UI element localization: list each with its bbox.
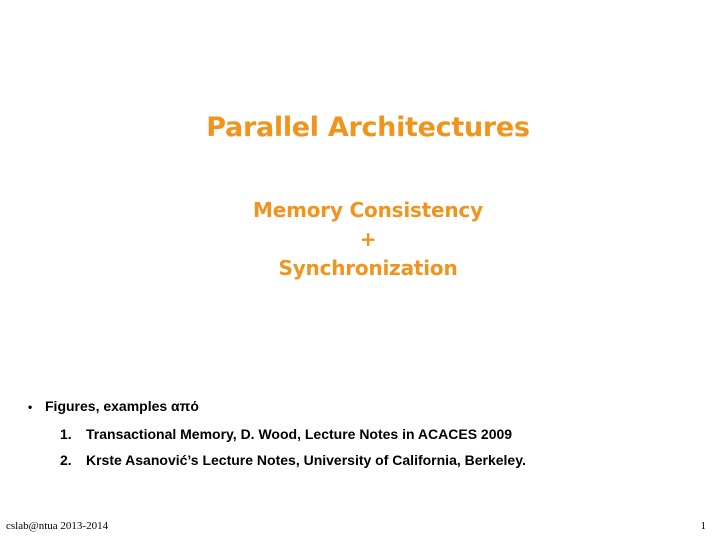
reference-item <box>60 452 708 478</box>
reference-item <box>60 426 708 452</box>
slide-title: Parallel Architectures <box>206 112 530 143</box>
subtitle-line-memory-consistency: Memory Consistency <box>253 198 483 222</box>
subtitle-line-plus: + <box>359 227 377 251</box>
slide-content <box>28 398 708 478</box>
page-number: 1 <box>700 520 706 532</box>
bullet-dot-icon: • <box>28 400 33 414</box>
slide-subtitle <box>0 196 720 283</box>
reference-text: Transactional Memory, D. Wood, Lecture Notes in ACACES 2009 <box>86 426 513 442</box>
bullet-item <box>28 398 708 418</box>
reference-text: Krste Asanović’s Lecture Notes, University of California, Berkeley. <box>86 452 526 468</box>
reference-number: 2. <box>60 452 72 468</box>
bullet-text: Figures, examples από <box>45 398 199 414</box>
footer-label: cslab@ntua 2013-2014 <box>6 520 109 532</box>
reference-number: 1. <box>60 426 72 442</box>
reference-list <box>28 426 708 478</box>
subtitle-line-synchronization: Synchronization <box>278 256 458 280</box>
